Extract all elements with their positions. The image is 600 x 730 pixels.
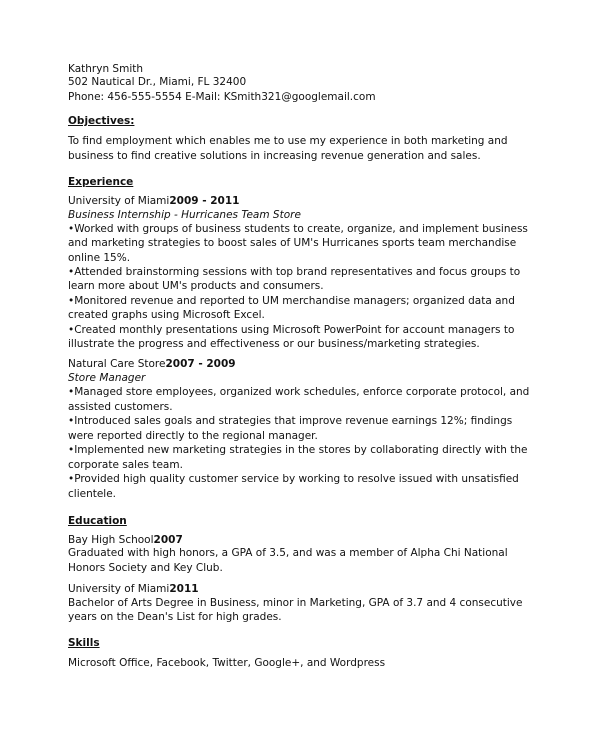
contact-address: 502 Nautical Dr., Miami, FL 32400 xyxy=(68,76,247,88)
school-name: University of Miami xyxy=(68,583,170,595)
school-year: 2007 xyxy=(153,534,183,546)
job-detail-line: •Implemented new marketing strategies in the stores by collaborating directly with the xyxy=(68,444,528,456)
school-detail-line: Honors Society and Key Club. xyxy=(68,562,223,574)
job-detail-line: online 15%. xyxy=(68,252,131,264)
school-header xyxy=(68,533,183,547)
job-detail-line: •Introduced sales goals and strategies that improve revenue earnings 12%; findings xyxy=(68,415,513,427)
contact-phone-email: Phone: 456-555-5554 E-Mail: KSmith321@googlemail.com xyxy=(68,91,376,103)
job-detail-line: and marketing strategies to boost sales of UM's Hurricanes sports team merchandise xyxy=(68,237,517,249)
job-dates: 2007 - 2009 xyxy=(165,358,236,370)
school-name: Bay High School xyxy=(68,534,154,546)
job-role: Business Internship - Hurricanes Team Store xyxy=(68,209,301,221)
job-detail-line: assisted customers. xyxy=(68,401,173,413)
job-detail-line: corporate sales team. xyxy=(68,459,183,471)
job-role: Store Manager xyxy=(68,372,146,384)
experience-heading: Experience xyxy=(68,176,134,188)
school-detail-line: years on the Dean's List for high grades. xyxy=(68,611,282,623)
skills-line: Microsoft Office, Facebook, Twitter, Google+, and Wordpress xyxy=(68,657,386,669)
school-detail-line: Bachelor of Arts Degree in Business, minor in Marketing, GPA of 3.7 and 4 consecutive xyxy=(68,597,523,609)
job-detail-line: illustrate the progress and effectiveness or our business/marketing strategies. xyxy=(68,338,480,350)
job-detail-line: were reported directly to the regional manager. xyxy=(68,430,318,442)
job-detail-line: •Monitored revenue and reported to UM merchandise managers; organized data and xyxy=(68,295,515,307)
school-detail-line: Graduated with high honors, a GPA of 3.5, and was a member of Alpha Chi National xyxy=(68,547,508,559)
job-employer: Natural Care Store xyxy=(68,358,166,370)
school-header xyxy=(68,582,199,596)
job-detail-line: created graphs using Microsoft Excel. xyxy=(68,309,265,321)
skills-heading: Skills xyxy=(68,637,100,649)
job-detail-line: •Managed store employees, organized work schedules, enforce corporate protocol, and xyxy=(68,386,530,398)
education-heading: Education xyxy=(68,515,127,527)
job-detail-line: clientele. xyxy=(68,488,117,500)
job-header xyxy=(68,357,236,371)
job-employer: University of Miami xyxy=(68,195,170,207)
job-detail-line: •Worked with groups of business students to create, organize, and implement business xyxy=(68,223,528,235)
objectives-line: business to find creative solutions in increasing revenue generation and sales. xyxy=(68,150,481,162)
contact-name: Kathryn Smith xyxy=(68,63,144,75)
objectives-heading: Objectives: xyxy=(68,115,135,127)
job-detail-line: learn more about UM's products and consumers. xyxy=(68,280,324,292)
objectives-line: To find employment which enables me to use my experience in both marketing and xyxy=(68,135,508,147)
job-dates: 2009 - 2011 xyxy=(169,195,240,207)
school-year: 2011 xyxy=(169,583,199,595)
job-header xyxy=(68,194,239,208)
job-detail-line: •Attended brainstorming sessions with top brand representatives and focus groups to xyxy=(68,266,521,278)
job-detail-line: •Created monthly presentations using Microsoft PowerPoint for account managers to xyxy=(68,324,515,336)
job-detail-line: •Provided high quality customer service by working to resolve issued with unsatisfied xyxy=(68,473,519,485)
